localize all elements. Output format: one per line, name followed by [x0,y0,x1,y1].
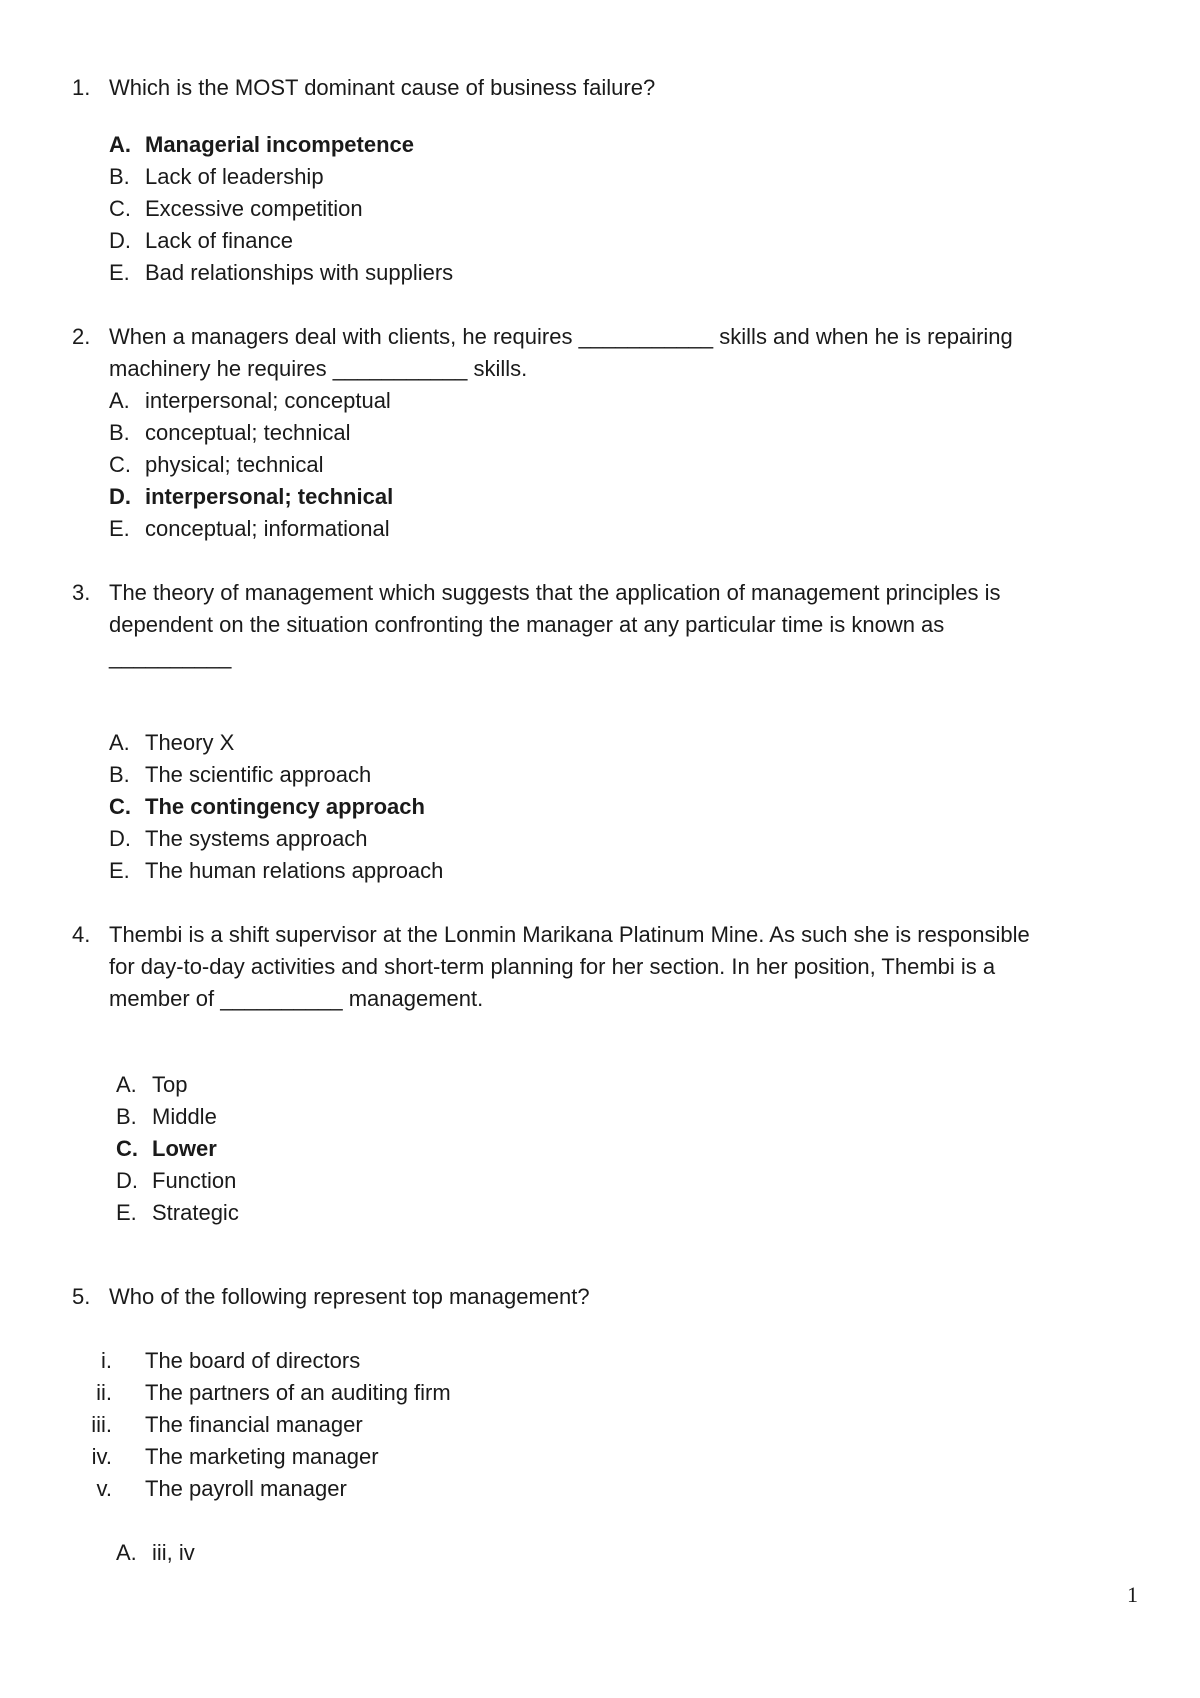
question-text-line-2: for day-to-day activities and short-term planning for her section. In her position, Thembi is a [109,954,996,979]
question-text: Who of the following represent top management? [109,1284,590,1309]
question-text-line-3: member of __________ management. [109,986,484,1011]
question-text: Which is the MOST dominant cause of business failure? [109,75,656,100]
option-e: E. Bad relationships with suppliers [109,260,454,285]
option-a-correct: A. Managerial incompetence [109,132,414,157]
option-e: E. conceptual; informational [109,516,390,541]
option-e: E. The human relations approach [109,858,444,883]
option-d-correct: D. interpersonal; technical [109,484,394,509]
option-c-correct: C. Lower [116,1136,217,1161]
list-item: The financial manager [145,1412,363,1437]
option-b: B. conceptual; technical [109,420,351,445]
option-d: D. Function [116,1168,237,1193]
question-text-line-2: dependent on the situation confronting the manager at any particular time is known as [109,612,945,637]
question-number: 3. [72,580,91,605]
list-item: The marketing manager [145,1444,379,1469]
list-item-numeral: iv. [91,1444,112,1469]
option-c: C. physical; technical [109,452,324,477]
option-b: B. Middle [116,1104,217,1129]
option-a: A. Top [116,1072,188,1097]
question-text-line-1: When a managers deal with clients, he requires ___________ skills and when he is repairing [109,324,1013,349]
list-item-numeral: i. [101,1348,112,1373]
option-d: D. The systems approach [109,826,368,851]
question-text-line-1: Thembi is a shift supervisor at the Lonmin Marikana Platinum Mine. As such she is responsible [109,922,1030,947]
list-item: The payroll manager [145,1476,347,1501]
question-number: 5. [72,1284,91,1309]
list-item-numeral: iii. [91,1412,112,1437]
option-c-correct: C. The contingency approach [109,794,425,819]
option-a: A. iii, iv [116,1540,195,1565]
page-number: 1 [1127,1582,1138,1607]
question-number: 2. [72,324,91,349]
question-text-line-2: machinery he requires ___________ skills. [109,356,528,381]
option-b: B. The scientific approach [109,762,372,787]
option-a: A. interpersonal; conceptual [109,388,391,413]
question-number: 1. [72,75,91,100]
list-item-numeral: ii. [96,1380,112,1405]
question-number: 4. [72,922,91,947]
list-item: The board of directors [145,1348,361,1373]
list-item-numeral: v. [96,1476,112,1501]
list-item: The partners of an auditing firm [145,1380,451,1405]
option-d: D. Lack of finance [109,228,293,253]
option-e: E. Strategic [116,1200,239,1225]
option-c: C. Excessive competition [109,196,363,221]
option-b: B. Lack of leadership [109,164,324,189]
option-a: A. Theory X [109,730,235,755]
question-text-blank: __________ [109,644,232,669]
question-text-line-1: The theory of management which suggests that the application of management principles is [109,580,1001,605]
